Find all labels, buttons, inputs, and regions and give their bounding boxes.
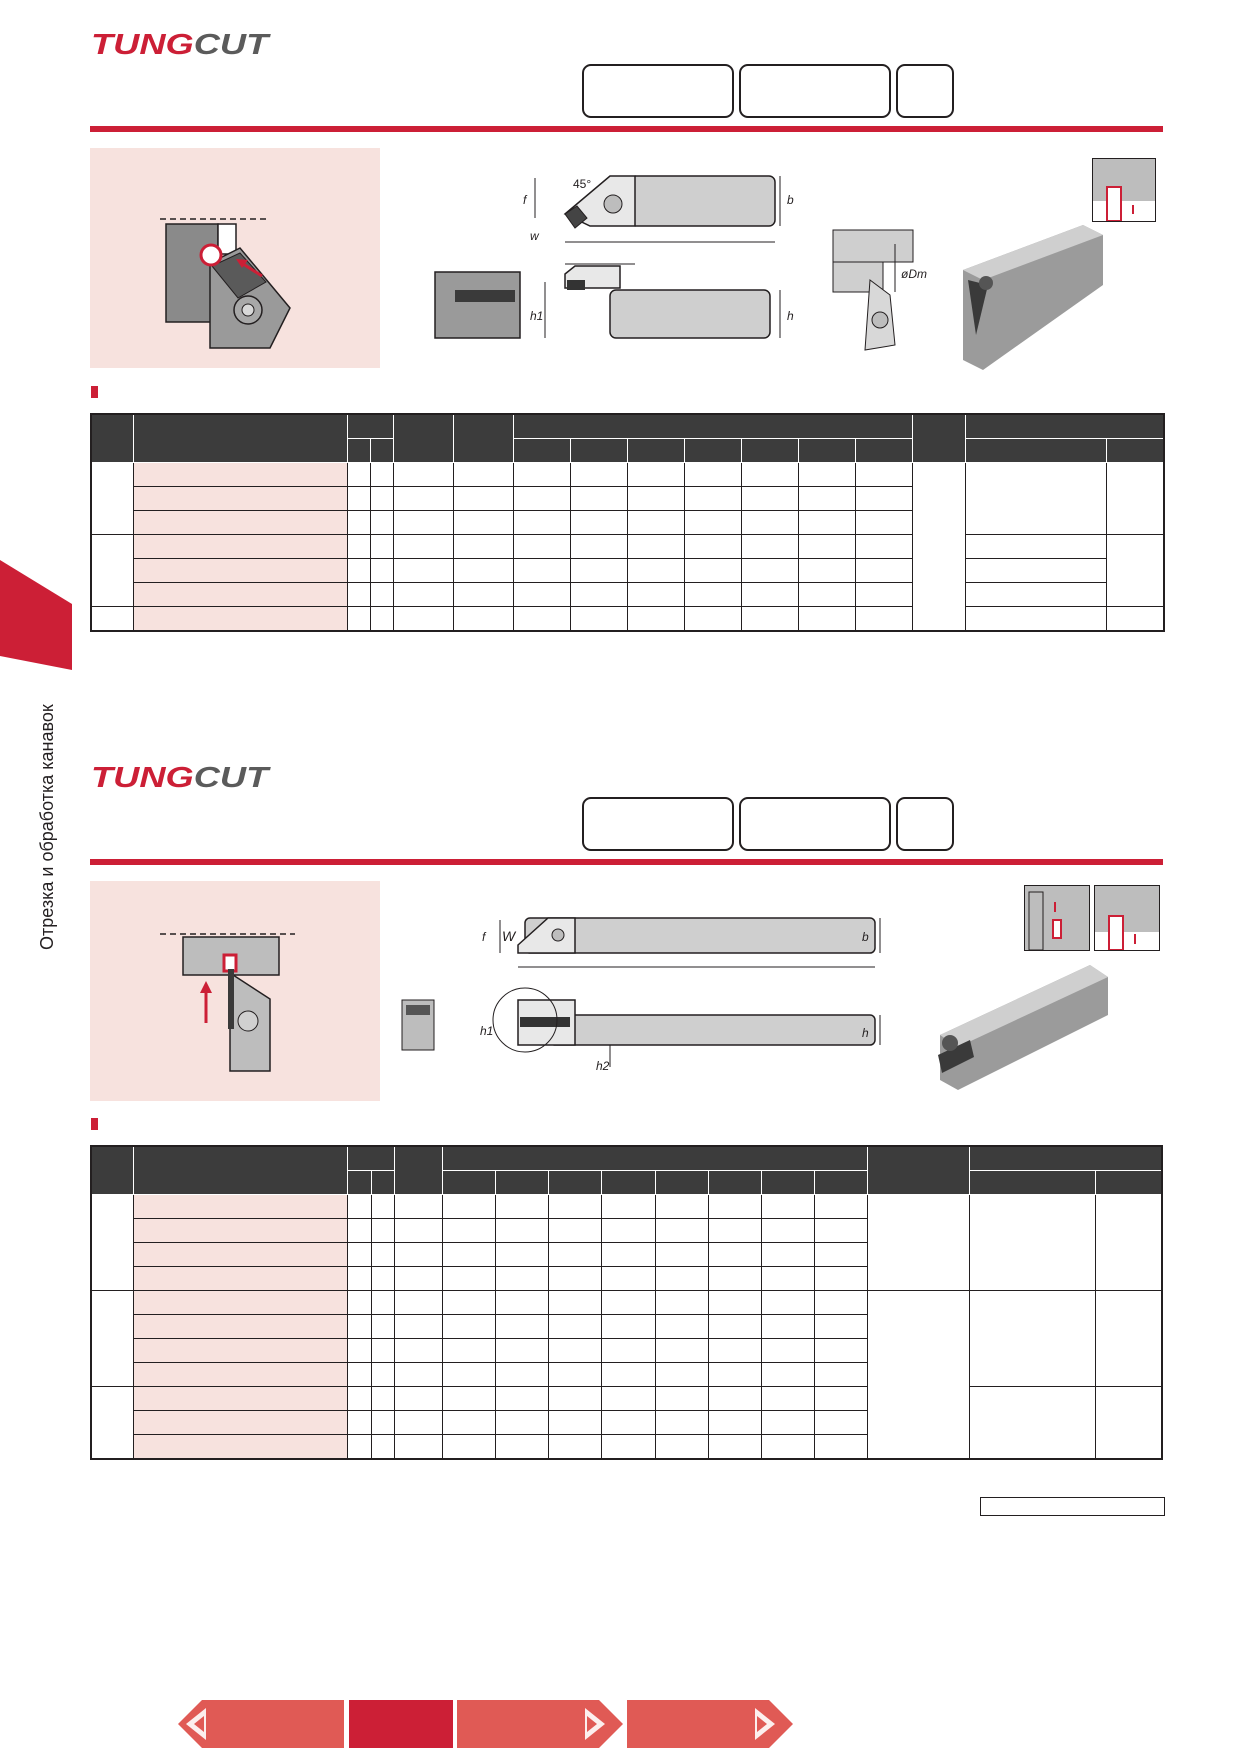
label-h: h (787, 309, 794, 323)
brand-logo-part2: CUT (193, 29, 269, 61)
table-row (91, 1195, 1162, 1219)
note-box (980, 1497, 1165, 1516)
nav-prev-button[interactable] (178, 1700, 344, 1748)
application-icon-3 (1094, 885, 1160, 951)
label-b: b (787, 193, 794, 207)
table-header-row (91, 1146, 1162, 1171)
label-h1-2: h1 (480, 1024, 494, 1038)
application-illustration-2 (90, 881, 380, 1101)
application-icon-1 (1092, 158, 1156, 222)
table-row (91, 559, 1164, 583)
application-icon-2 (1024, 885, 1090, 951)
side-tab (0, 560, 72, 670)
nav-next-button[interactable] (627, 1700, 793, 1748)
header-pill-4 (582, 797, 734, 851)
holder-3d-image-2 (930, 965, 1110, 1095)
nav-home-button[interactable] (349, 1700, 453, 1748)
table-header-row (91, 414, 1164, 439)
header-pill-1 (582, 64, 734, 118)
label-f: f (523, 193, 527, 207)
header-pill-2 (739, 64, 891, 118)
section-divider-2 (90, 859, 1163, 865)
label-dm: øDm (901, 267, 927, 281)
label-w: w (530, 229, 539, 243)
table-row (91, 583, 1164, 607)
table-row (91, 463, 1164, 487)
label-angle: 45° (573, 177, 592, 191)
table-row (91, 607, 1164, 632)
holder-3d-image-1 (958, 225, 1108, 370)
table-row (91, 1291, 1162, 1315)
nav-section-button[interactable] (457, 1700, 623, 1748)
brand-logo-2-part1: TUNG (91, 762, 194, 794)
header-pill-5 (739, 797, 891, 851)
holder-technical-drawing-2 (400, 905, 900, 1085)
side-tab-label: Отрезка и обработка канавок (37, 704, 57, 950)
section-marker-1 (91, 386, 98, 398)
label-h-2: h (862, 1026, 869, 1040)
spec-table-1 (90, 413, 1165, 632)
header-pill-3 (896, 64, 954, 118)
brand-logo-part1: TUNG (91, 29, 194, 61)
table-row (91, 1387, 1162, 1411)
brand-logo (91, 29, 268, 62)
label-h1: h1 (530, 309, 544, 323)
label-w2: W (502, 928, 516, 944)
section-divider (90, 126, 1163, 132)
header-pill-6 (896, 797, 954, 851)
brand-logo-2-part2: CUT (193, 762, 269, 794)
table-row (91, 535, 1164, 559)
holder-technical-drawing-1 (425, 170, 955, 380)
label-b2: b (862, 930, 869, 944)
application-illustration (90, 148, 380, 368)
spec-table-2 (90, 1145, 1163, 1460)
label-h2: h2 (596, 1059, 610, 1073)
section-marker-2 (91, 1118, 98, 1130)
brand-logo-2 (91, 762, 268, 795)
label-f2: f (482, 930, 486, 944)
